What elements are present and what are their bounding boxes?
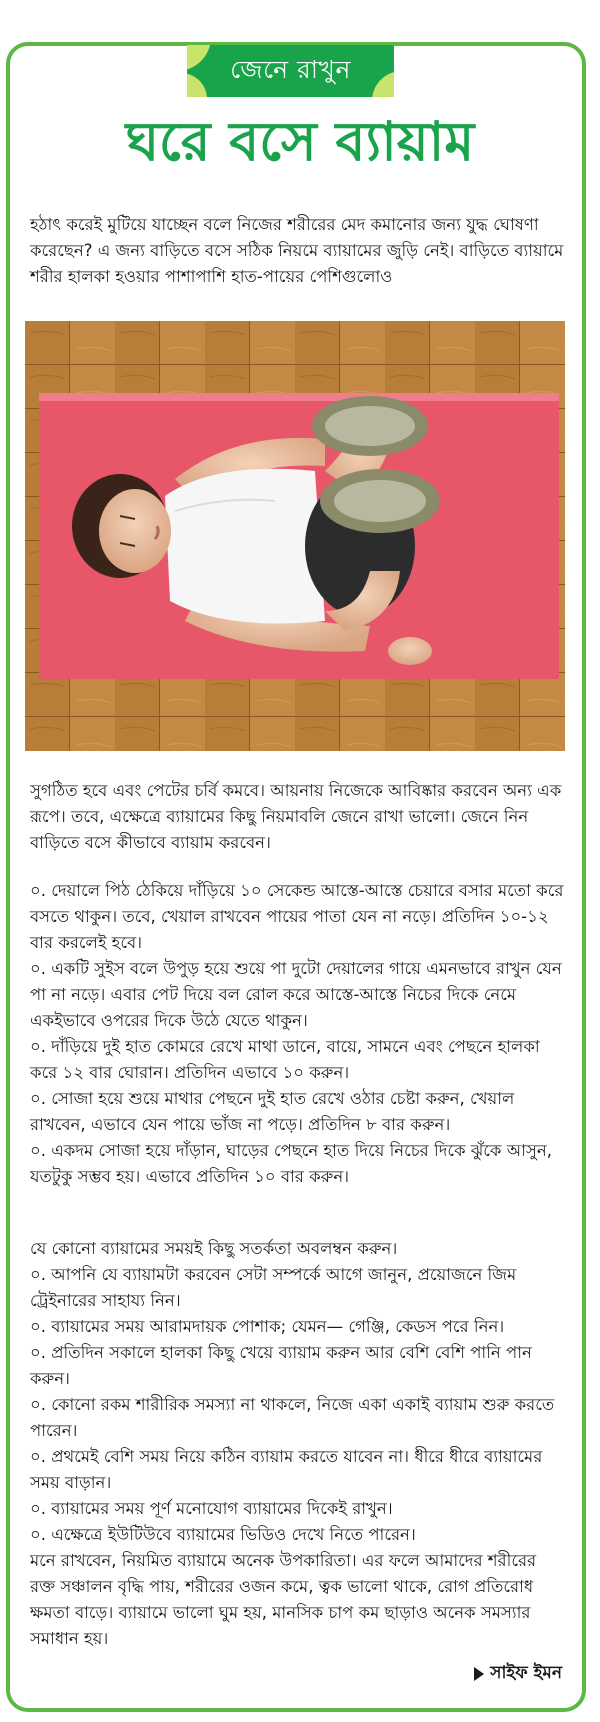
list-item: ০. কোনো রকম শারীরিক সমস্যা না থাকলে, নিজে একা একাই ব্যায়াম শুরু করতে পারেন।: [30, 1395, 555, 1440]
exercise-photo: [25, 321, 565, 751]
article-title: ঘরে বসে ব্যায়াম: [125, 110, 475, 173]
list-item: ০. দেয়ালে পিঠ ঠেকিয়ে দাঁড়িয়ে ১০ সেকেন্ড আস্তে-আস্তে চেয়ারে বসার মতো করে বসতে থাকুন। তবে, খেয়াল রাখবেন পায়ের পাতা যেন না নড়ে। প্রতিদিন ১০-১২ বার করলেই হবে।: [30, 881, 564, 952]
list-item: ০. ব্যায়ামের সময় পূর্ণ মনোযোগ ব্যায়ামের দিকেই রাখুন।: [30, 1499, 393, 1518]
author-name: সাইফ ইমন: [490, 1663, 562, 1683]
leaf-decoration: [187, 73, 207, 97]
list-item: ০. প্রতিদিন সকালে হালকা কিছু খেয়ে ব্যায়াম করুন আর বেশি বেশি পানি পান করুন।: [30, 1343, 532, 1388]
intro-paragraph: হঠাৎ করেই মুটিয়ে যাচ্ছেন বলে নিজের শরীরের মেদ কমানোর জন্য যুদ্ধ ঘোষণা করেছেন? এ জন্য বাড়িতে বসে সঠিক নিয়মে ব্যায়ামের জুড়ি নেই। বাড়িতে ব্যায়ামে শরীর হালকা হওয়ার পাশাপাশি হাত-পায়ের পেশিগুলোও: [30, 215, 564, 286]
list-item: ০. সোজা হয়ে শুয়ে মাথার পেছনে দুই হাত রেখে ওঠার চেষ্টা করুন, খেয়াল রাখবেন, এভাবে যেন পায়ে ভাঁজ না পড়ে। প্রতিদিন ৮ বার করুন।: [30, 1089, 515, 1134]
leaf-decoration: [187, 45, 211, 71]
list-item: ০. প্রথমেই বেশি সময় নিয়ে কঠিন ব্যায়াম করতে যাবেন না। ধীরে ধীরে ব্যায়ামের সময় বাড়ান।: [30, 1447, 543, 1492]
list-item: ০. দাঁড়িয়ে দুই হাত কোমরে রেখে মাথা ডানে, বায়ে, সামনে এবং পেছনে হালকা করে ১২ বার ঘোরান। প্রতিদিন এভাবে ১০ করুন।: [30, 1037, 540, 1082]
triangle-arrow-icon: [474, 1667, 484, 1681]
continuation-paragraph: সুগঠিত হবে এবং পেটের চর্বি কমবে। আয়নায় নিজেকে আবিষ্কার করবেন অন্য এক রূপে। তবে, এক্ষেত্রে ব্যায়ামের কিছু নিয়মাবলি জেনে রাখা ভালো। জেনে নিন বাড়িতে বসে কীভাবে ব্যায়াম করবেন।: [30, 781, 562, 852]
section-tag-label: জেনে রাখুন: [230, 54, 351, 84]
list-item: ০. একদম সোজা হয়ে দাঁড়ান, ঘাড়ের পেছনে হাত দিয়ে নিচের দিকে ঝুঁকে আসুন, যতটুকু সম্ভব হয়। এভাবে প্রতিদিন ১০ বার করুন।: [30, 1141, 552, 1186]
leaf-decoration: [372, 71, 394, 97]
author-byline: [474, 1660, 562, 1688]
list-item: যে কোনো ব্যায়ামের সময়ই কিছু সতর্কতা অবলম্বন করুন।: [30, 1239, 398, 1258]
closing-paragraph: মনে রাখবেন, নিয়মিত ব্যায়ামে অনেক উপকারিতা। এর ফলে আমাদের শরীরের রক্ত সঞ্চালন বৃদ্ধি পায়, শরীরের ওজন কমে, ত্বক ভালো থাকে, রোগ প্রতিরোধ ক্ষমতা বাড়ে। ব্যায়ামে ভালো ঘুম হয়, মানসিক চাপ কম ছাড়াও অনেক সমস্যার সমাধান হয়।: [30, 1551, 537, 1648]
list-item: ০. আপনি যে ব্যায়ামটা করবেন সেটা সম্পর্কে আগে জানুন, প্রয়োজনে জিম ট্রেইনারের সাহায্য নিন।: [30, 1265, 517, 1310]
precautions-list: [30, 1236, 564, 1652]
list-item: ০. এক্ষেত্রে ইউটিউবে ব্যায়ামের ভিডিও দেখে নিতে পারেন।: [30, 1525, 416, 1544]
exercise-steps: [30, 878, 564, 1190]
list-item: ০. ব্যায়ামের সময় আরামদায়ক পোশাক; যেমন— গেঞ্জি, কেডস পরে নিন।: [30, 1317, 505, 1336]
section-tag: [187, 45, 394, 97]
list-item: ০. একটি সুইস বলে উপুড় হয়ে শুয়ে পা দুটো দেয়ালের গায়ে এমনভাবে রাখুন যেন পা না নড়ে। এবার পেট দিয়ে বল রোল করে আস্তে-আস্তে নিচের দিকে নেমে একইভাবে ওপরের দিকে উঠে যেতে থাকুন।: [30, 959, 562, 1030]
